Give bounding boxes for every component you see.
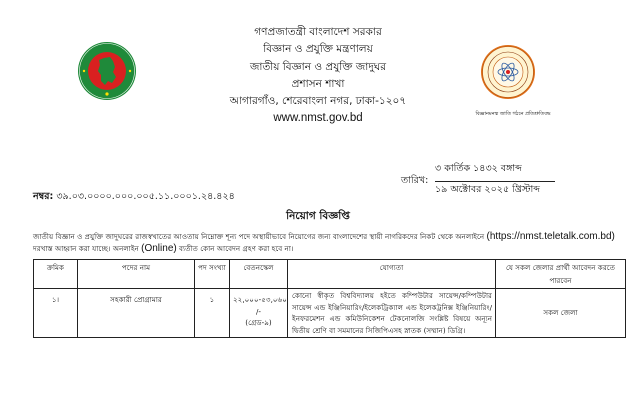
para-text-2: দরখাস্ত আহ্বান করা যাচ্ছে। অনলাইন <box>33 244 142 253</box>
cell-pay-scale <box>230 289 288 338</box>
para-text-3: ব্যতীত কোন আবেদন গ্রহণ করা হবে না। <box>176 244 294 253</box>
pay-grade: (গ্রেড-৯) <box>245 318 272 327</box>
header-serial: ক্রমিক <box>34 260 78 289</box>
bangladesh-government-seal-logo <box>77 41 137 101</box>
header-branch: প্রশাসন শাখা <box>291 77 345 90</box>
cell-qualification: কোনো স্বীকৃত বিশ্ববিদ্যালয় হইতে কম্পিউটার সায়েন্স/কম্পিউটার সায়েন্স এন্ড ইঞ্জিনিয়ারিং/ইলেকট্রিক্যাল এন্ড ইলেকট্রনিক্স ইঞ্জিনিয়ারিং/ইনফরমেশন এন্ড কমিউনিকেশন টেকনোলজি সংশ্লিষ্ট বিষয়ে অন্যূন দ্বিতীয় শ্রেণি বা সমমানের সিজিপিএসহ স্নাতক (সম্মান) ডিগ্রি। <box>288 289 496 338</box>
letterhead <box>180 24 456 128</box>
memo-label: নম্বর: <box>33 191 54 202</box>
date-block <box>400 162 630 202</box>
teletalk-link[interactable]: (https://nmst.teletalk.com.bd) <box>486 231 615 242</box>
header-post-name: পদের নাম <box>78 260 195 289</box>
online-text: (Online) <box>141 243 177 254</box>
nmst-museum-logo <box>480 44 536 100</box>
header-organization: জাতীয় বিজ্ঞান ও প্রযুক্তি জাদুঘর <box>249 60 387 73</box>
para-text-1: জাতীয় বিজ্ঞান ও প্রযুক্তি জাদুঘরের রাজস্বখাতের আওতায় নিম্নোক্ত শূন্য পদে অস্থায়ীভাবে নিয়োগের জন্য বাংলাদেশের স্থায়ী নাগরিকদের নিকট থেকে অনলাইনে <box>33 232 487 241</box>
header-address: আগারগাঁও, শেরেবাংলা নগর, ঢাকা-১২০৭ <box>229 95 407 108</box>
date-gregorian: ১৯ অক্টোবর ২০২৫ খ্রিস্টাব্দ <box>435 184 540 195</box>
table-row <box>34 289 626 338</box>
date-bangla: ৩ কার্তিক ১৪৩২ বঙ্গাব্দ <box>435 163 522 174</box>
cell-post-count: ১ <box>195 289 230 338</box>
table-header-row <box>34 260 626 289</box>
header-qualification: যোগ্যতা <box>288 260 496 289</box>
cell-serial: ১। <box>34 289 78 338</box>
header-districts: যে সকল জেলার প্রার্থী আবেদন করতে পারবেন <box>496 260 626 289</box>
logo-caption: বিজ্ঞানমনস্ক জাতি গঠনে প্রতিশ্রুতিবদ্ধ <box>475 111 551 117</box>
vacancy-table <box>33 259 626 338</box>
cell-districts: সকল জেলা <box>496 289 626 338</box>
cell-post-name: সহকারী প্রোগ্রামার <box>78 289 195 338</box>
memo-number <box>33 190 235 205</box>
memo-value: ৩৯.০৩.০০০০.০০০.০০৫.১১.০০০১.২৪.৪২৪ <box>56 191 235 202</box>
notice-paragraph <box>33 231 623 255</box>
header-pay-scale: বেতনস্কেল <box>230 260 288 289</box>
date-divider <box>435 181 555 182</box>
pay-scale-range: ২২,০০০-৫৩,০৬০ /- <box>233 295 287 316</box>
header-website: www.nmst.gov.bd <box>273 112 363 125</box>
header-government: গণপ্রজাতন্ত্রী বাংলাদেশ সরকার <box>254 26 382 38</box>
date-label: তারিখ: <box>401 175 429 186</box>
notice-title: নিয়োগ বিজ্ঞপ্তি <box>286 210 350 222</box>
header-post-count: পদ সংখ্যা <box>195 260 230 289</box>
header-ministry: বিজ্ঞান ও প্রযুক্তি মন্ত্রণালয় <box>263 43 373 56</box>
